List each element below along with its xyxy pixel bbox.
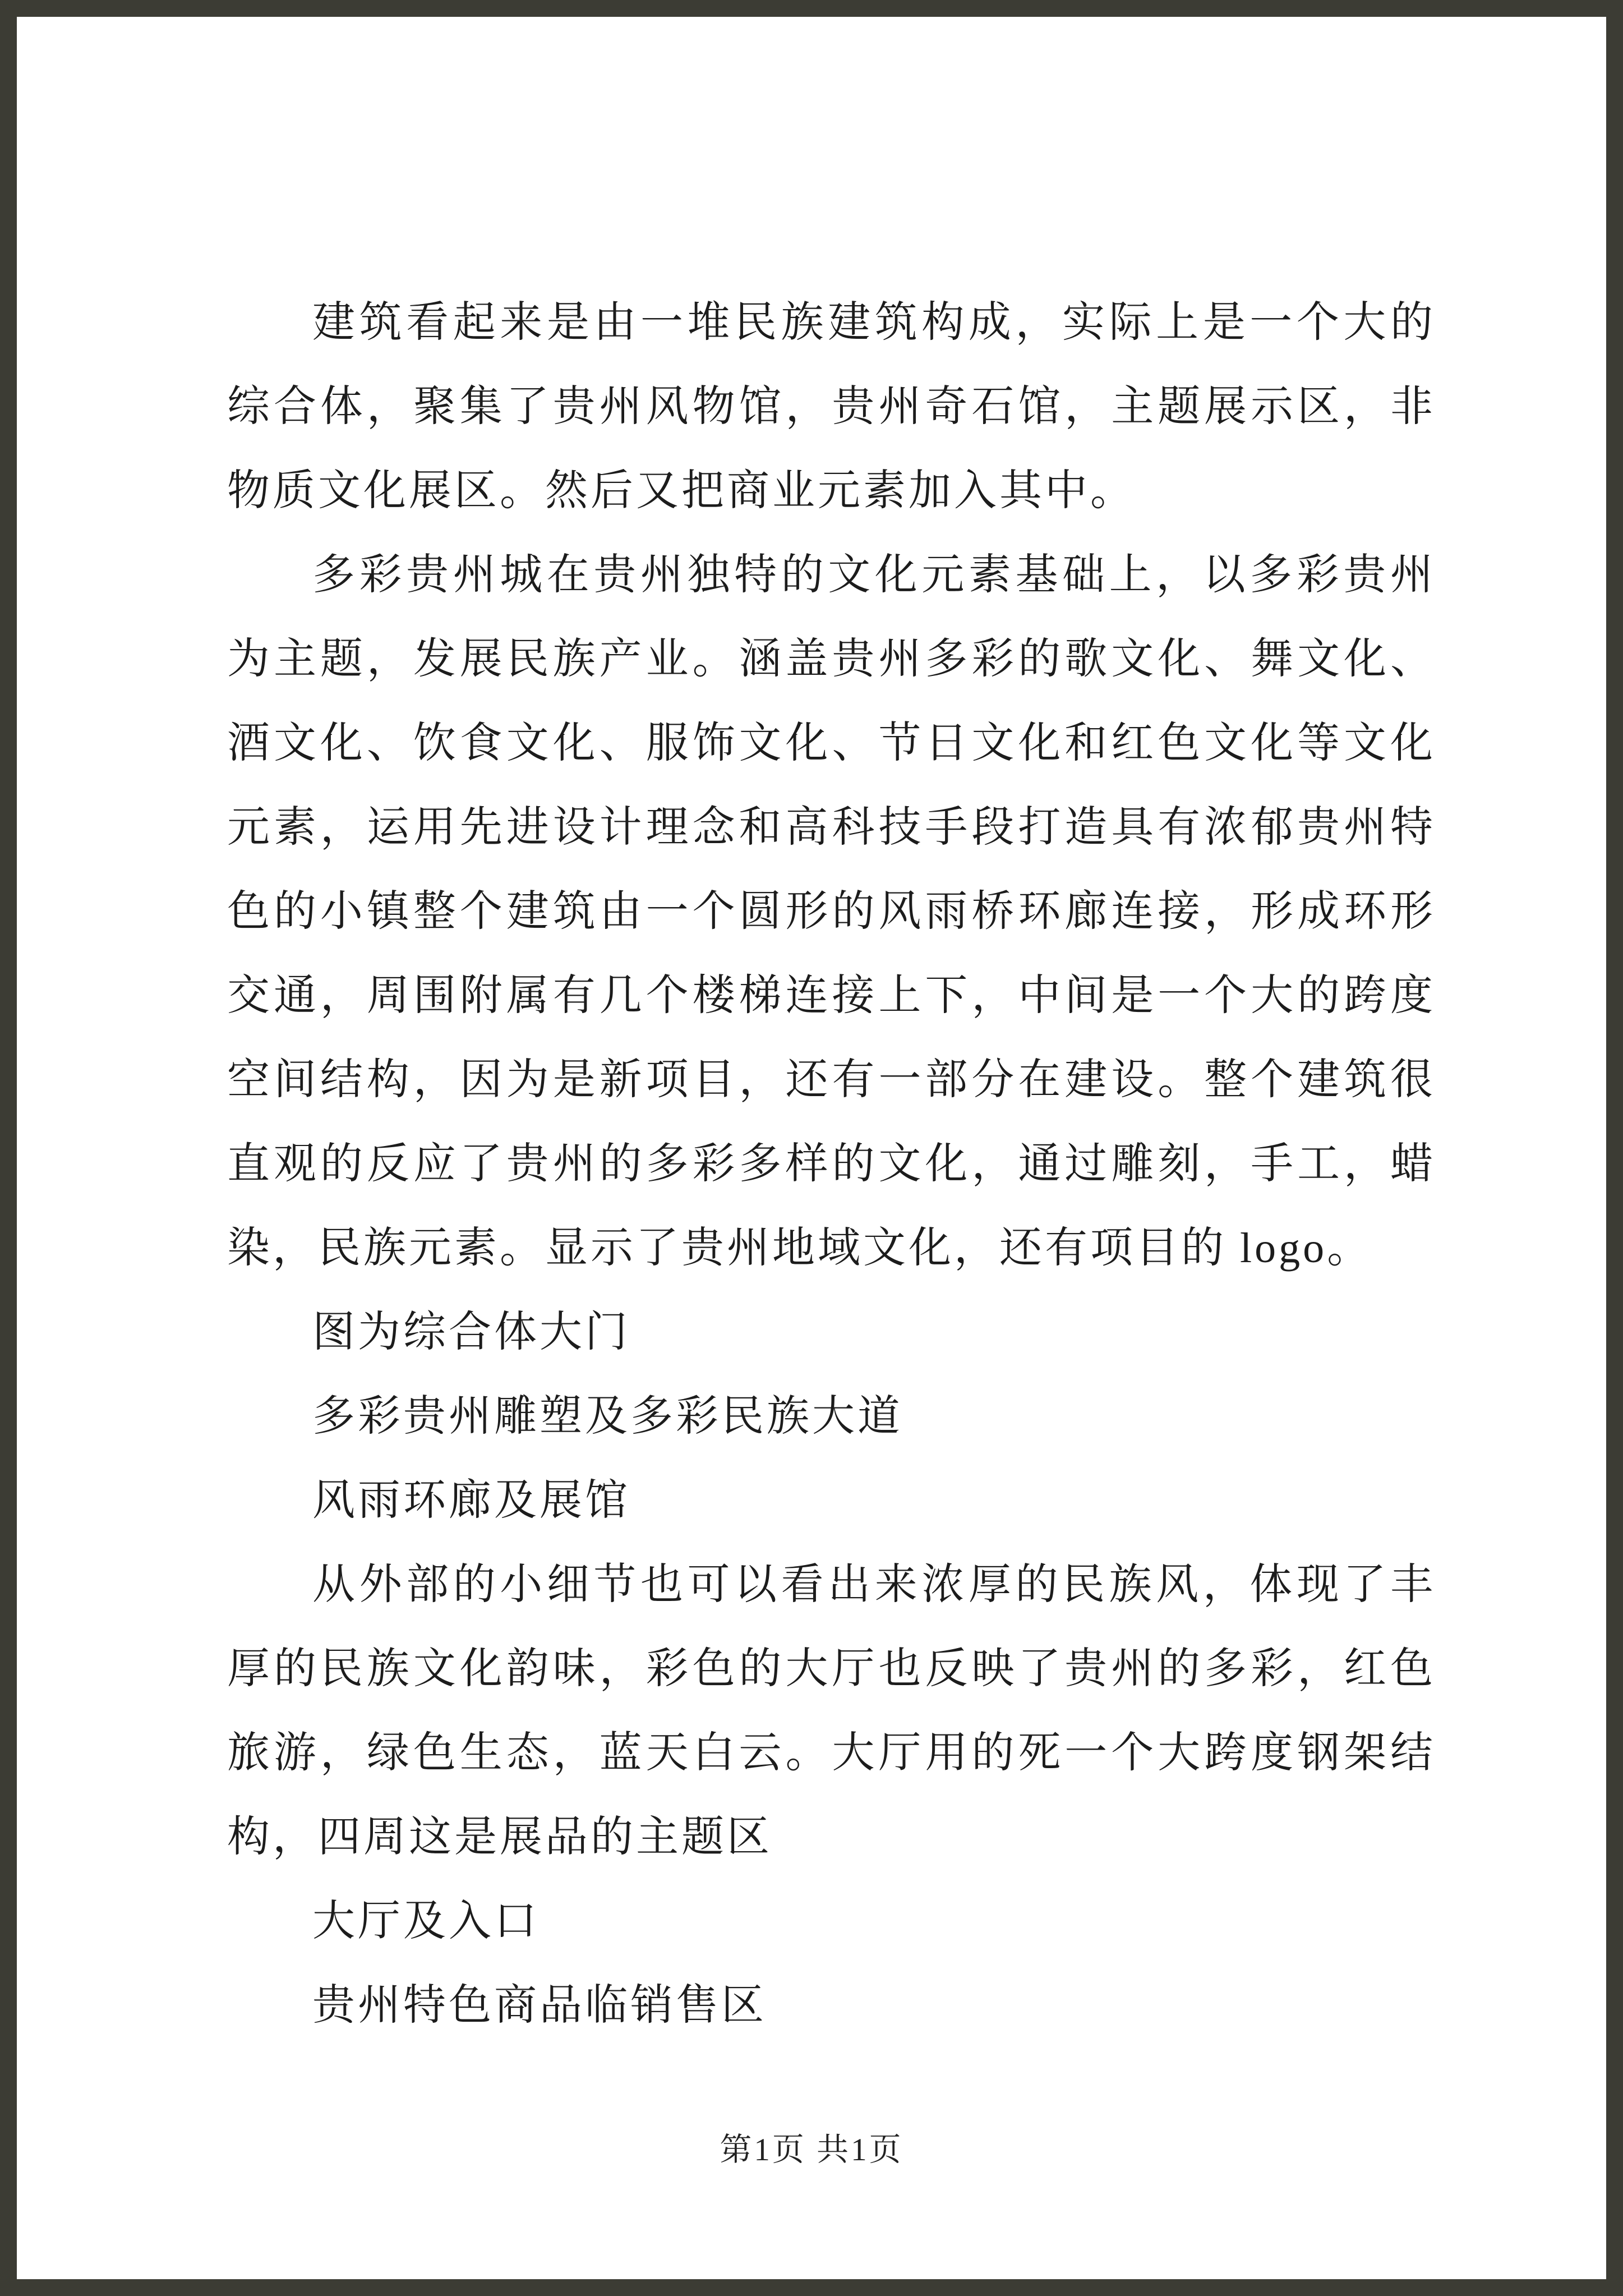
paragraph-caption: 多彩贵州雕塑及多彩民族大道: [312, 1393, 903, 1440]
document-body: [227, 280, 1436, 2047]
paragraph: 建筑看起来是由一堆民族建筑构成，实际上是一个大的综合体，聚集了贵州风物馆，贵州奇石馆，主题展示区，非物质文化展区。然后又把商业元素加入其中。: [227, 299, 1436, 514]
paragraph-caption: 风雨环廊及展馆: [312, 1477, 630, 1524]
paragraph-caption: 大厅及入口: [312, 1898, 540, 1945]
paragraph-caption: 贵州特色商品临销售区: [312, 1982, 767, 2029]
page-number-footer: 第1页 共1页: [720, 2132, 903, 2168]
paragraph-caption: 图为综合体大门: [312, 1309, 630, 1356]
paragraph: 从外部的小细节也可以看出来浓厚的民族风，体现了丰厚的民族文化韵味，彩色的大厅也反映了贵州的多彩，红色旅游，绿色生态，蓝天白云。大厅用的死一个大跨度钢架结构，四周这是展品的主题区: [227, 1561, 1436, 1861]
paragraph: 多彩贵州城在贵州独特的文化元素基础上，以多彩贵州为主题，发展民族产业。涵盖贵州多彩的歌文化、舞文化、酒文化、饮食文化、服饰文化、节日文化和红色文化等文化元素，运用先进设计理念和高科技手段打造具有浓郁贵州特色的小镇整个建筑由一个圆形的风雨桥环廊连接，形成环形交通，周围附属有几个楼梯连接上下，中间是一个大的跨度空间结构，因为是新项目，还有一部分在建设。整个建筑很直观的反应了贵州的多彩多样的文化，通过雕刻，手工，蜡染，民族元素。显示了贵州地域文化，还有项目的 logo。: [227, 551, 1436, 1272]
